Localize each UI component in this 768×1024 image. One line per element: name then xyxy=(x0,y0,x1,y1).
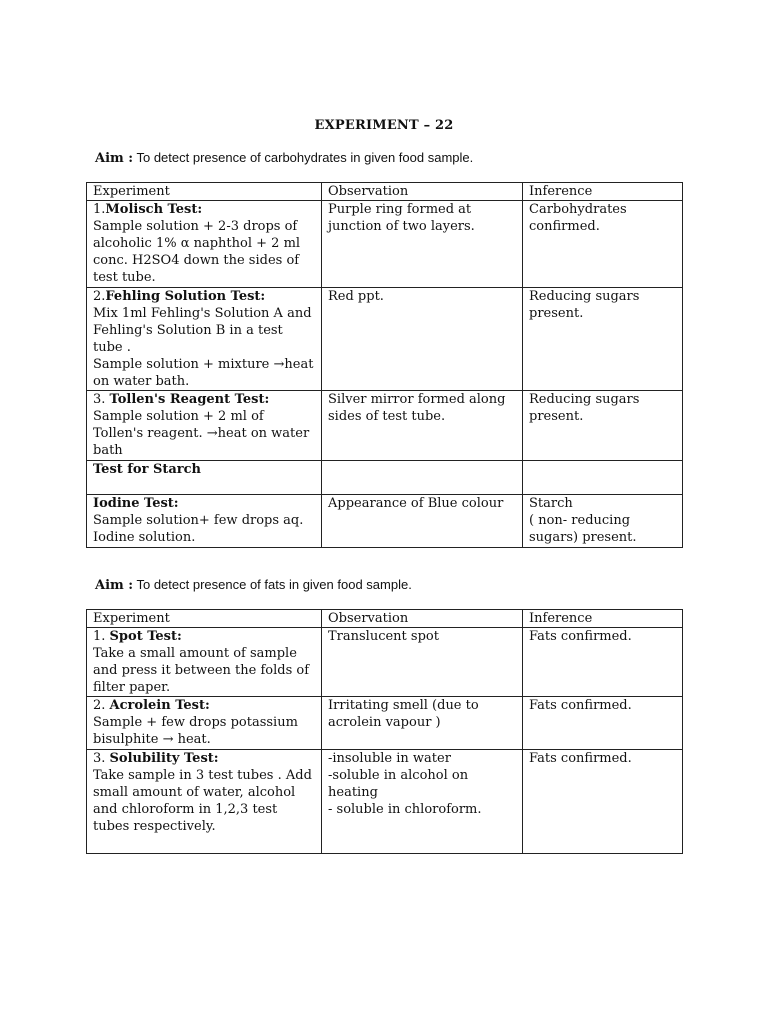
procedure-line: Sample solution + mixture →heat xyxy=(93,357,314,372)
inference-cell xyxy=(523,495,683,548)
procedure-line: Iodine solution. xyxy=(93,530,196,545)
header-observation: Observation xyxy=(322,183,523,201)
test-name: Test for Starch xyxy=(93,462,201,477)
experiment-cell xyxy=(87,750,322,854)
inference-cell xyxy=(523,628,683,697)
page-title: EXPERIMENT – 22 xyxy=(314,118,454,133)
table-row xyxy=(87,495,683,548)
observation-cell xyxy=(322,461,523,495)
table-header-row xyxy=(87,610,683,628)
fats-table xyxy=(86,609,683,854)
procedure-line: bisulphite → heat. xyxy=(93,732,211,747)
observation-cell xyxy=(322,628,523,697)
aim-label: Aim : xyxy=(95,578,134,593)
observation-line: Appearance of Blue colour xyxy=(328,496,504,511)
header-inference: Inference xyxy=(523,183,683,201)
table-row xyxy=(87,697,683,750)
inference-line: Reducing sugars xyxy=(529,392,640,407)
procedure-line: Sample solution+ few drops aq. xyxy=(93,513,304,528)
procedure-line: Sample solution + 2-3 drops of xyxy=(93,219,298,234)
inference-line: Reducing sugars xyxy=(529,289,640,304)
observation-cell xyxy=(322,288,523,391)
header-observation: Observation xyxy=(322,610,523,628)
table-row xyxy=(87,461,683,495)
inference-line: Fats confirmed. xyxy=(529,698,632,713)
experiment-cell xyxy=(87,628,322,697)
test-number: 1. xyxy=(93,202,106,217)
procedure-line: bath xyxy=(93,443,123,458)
procedure-line: alcoholic 1% α naphthol + 2 ml xyxy=(93,236,301,251)
procedure-line: filter paper. xyxy=(93,680,171,695)
carbohydrates-table xyxy=(86,182,683,548)
table-row xyxy=(87,201,683,288)
table-row xyxy=(87,750,683,854)
inference-cell xyxy=(523,391,683,461)
inference-cell xyxy=(523,750,683,854)
table-header-row xyxy=(87,183,683,201)
procedure-line: on water bath. xyxy=(93,374,190,389)
header-experiment: Experiment xyxy=(87,610,322,628)
inference-cell xyxy=(523,697,683,750)
test-number: 2. xyxy=(93,289,106,304)
test-number: 3. xyxy=(93,392,110,407)
aim-label: Aim : xyxy=(95,151,134,166)
test-number: 2. xyxy=(93,698,110,713)
test-name: Fehling Solution Test: xyxy=(105,289,266,304)
table-row xyxy=(87,391,683,461)
observation-line: - soluble in chloroform. xyxy=(328,802,482,817)
observation-line: junction of two layers. xyxy=(328,219,475,234)
observation-cell xyxy=(322,391,523,461)
procedure-line: Sample solution + 2 ml of xyxy=(93,409,264,424)
inference-line: ( non- reducing xyxy=(529,513,631,528)
experiment-cell xyxy=(87,391,322,461)
observation-line: heating xyxy=(328,785,378,800)
observation-line: Translucent spot xyxy=(328,629,439,644)
aim-carbohydrates xyxy=(95,150,473,166)
observation-line: sides of test tube. xyxy=(328,409,446,424)
inference-line: Fats confirmed. xyxy=(529,629,632,644)
observation-line: -insoluble in water xyxy=(328,751,451,766)
procedure-line: Take sample in 3 test tubes . Add xyxy=(93,768,312,783)
procedure-line: Take a small amount of sample xyxy=(93,646,297,661)
observation-line: Red ppt. xyxy=(328,289,384,304)
procedure-line: conc. H2SO4 down the sides of xyxy=(93,253,300,268)
observation-cell xyxy=(322,201,523,288)
aim-fats xyxy=(95,577,412,593)
inference-cell xyxy=(523,461,683,495)
inference-line: Starch xyxy=(529,496,573,511)
test-number: 1. xyxy=(93,629,110,644)
header-inference: Inference xyxy=(523,610,683,628)
procedure-line: and chloroform in 1,2,3 test xyxy=(93,802,278,817)
procedure-line: tube . xyxy=(93,340,131,355)
inference-line: present. xyxy=(529,409,584,424)
test-name: Spot Test: xyxy=(109,629,182,644)
procedure-line: Sample + few drops potassium xyxy=(93,715,298,730)
observation-line: Irritating smell (due to xyxy=(328,698,479,713)
header-experiment: Experiment xyxy=(87,183,322,201)
procedure-line: Mix 1ml Fehling's Solution A and xyxy=(93,306,312,321)
procedure-line: tubes respectively. xyxy=(93,819,216,834)
observation-line: Silver mirror formed along xyxy=(328,392,506,407)
test-name: Molisch Test: xyxy=(105,202,203,217)
experiment-cell xyxy=(87,697,322,750)
inference-cell xyxy=(523,288,683,391)
procedure-line: small amount of water, alcohol xyxy=(93,785,296,800)
test-name: Acrolein Test: xyxy=(109,698,210,713)
inference-line: present. xyxy=(529,306,584,321)
observation-cell xyxy=(322,697,523,750)
experiment-cell xyxy=(87,288,322,391)
inference-cell xyxy=(523,201,683,288)
experiment-cell xyxy=(87,495,322,548)
experiment-cell xyxy=(87,461,322,495)
procedure-line: test tube. xyxy=(93,270,156,285)
aim-text: To detect presence of fats in given food sample. xyxy=(133,577,412,592)
observation-line: Purple ring formed at xyxy=(328,202,472,217)
test-name: Solubility Test: xyxy=(109,751,219,766)
aim-text: To detect presence of carbohydrates in given food sample. xyxy=(133,150,474,165)
inference-line: sugars) present. xyxy=(529,530,637,545)
observation-cell xyxy=(322,495,523,548)
procedure-line: and press it between the folds of xyxy=(93,663,310,678)
inference-line: Carbohydrates xyxy=(529,202,627,217)
inference-line: confirmed. xyxy=(529,219,600,234)
observation-cell xyxy=(322,750,523,854)
test-name: Iodine Test: xyxy=(93,496,179,511)
experiment-cell xyxy=(87,201,322,288)
table-row xyxy=(87,288,683,391)
table-row xyxy=(87,628,683,697)
test-name: Tollen's Reagent Test: xyxy=(109,392,270,407)
observation-line: -soluble in alcohol on xyxy=(328,768,469,783)
test-number: 3. xyxy=(93,751,110,766)
procedure-line: Fehling's Solution B in a test xyxy=(93,323,283,338)
procedure-line: Tollen's reagent. →heat on water xyxy=(93,426,310,441)
observation-line: acrolein vapour ) xyxy=(328,715,441,730)
inference-line: Fats confirmed. xyxy=(529,751,632,766)
